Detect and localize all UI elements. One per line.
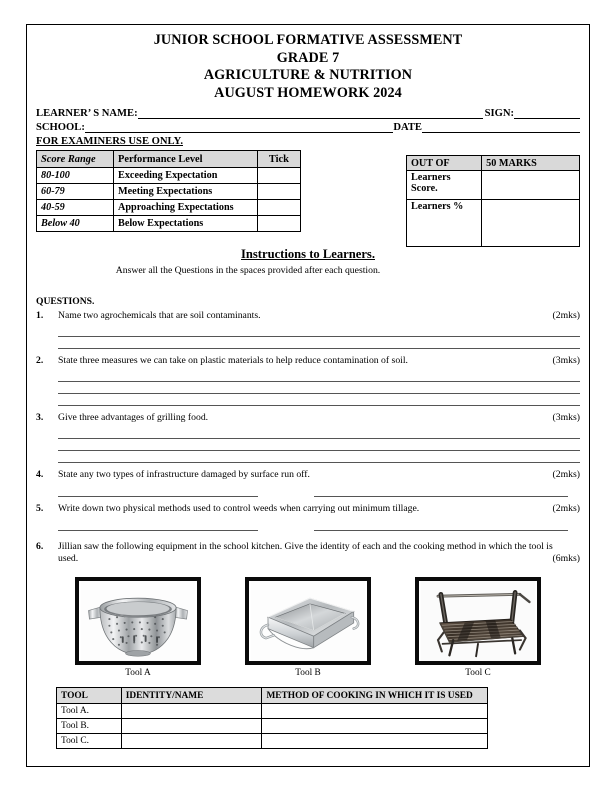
tick-cell[interactable] <box>257 216 300 232</box>
tick-cell[interactable] <box>257 168 300 184</box>
answer-area[interactable] <box>36 370 580 406</box>
charcoal-grill-icon <box>415 577 541 665</box>
performance-level-value: Meeting Expectations <box>114 184 258 200</box>
answer-area[interactable] <box>36 518 580 531</box>
question-marks: (3mks) <box>552 412 580 424</box>
score-range-table <box>36 150 301 232</box>
tool-caption: Tool B <box>295 668 321 679</box>
school-row <box>36 121 580 134</box>
learner-name-label: LEARNER’ S NAME: <box>36 108 138 120</box>
question-2 <box>36 355 580 406</box>
school-input[interactable] <box>85 122 393 133</box>
table-row <box>57 704 488 719</box>
answer-line[interactable] <box>58 382 580 394</box>
method-cell[interactable] <box>262 734 488 749</box>
question-header <box>36 412 580 424</box>
question-text: Jillian saw the following equipment in the school kitchen. Give the identity of each and the cooking method in which the tool is used. <box>58 541 553 565</box>
answer-area[interactable] <box>36 484 580 497</box>
table-header-row <box>407 156 580 171</box>
question-number: 6. <box>36 541 44 553</box>
sign-label: SIGN: <box>484 108 514 120</box>
table-row <box>407 200 580 247</box>
tool-figure-a <box>75 577 201 678</box>
identity-cell[interactable] <box>121 719 262 734</box>
total-marks-header: 50 MARKS <box>482 156 580 171</box>
title-line-2: GRADE 7 <box>276 49 340 66</box>
score-range-header: Score Range <box>37 151 114 168</box>
tool-caption: Tool A <box>125 668 151 679</box>
school-label: SCHOOL: <box>36 122 85 134</box>
question-1 <box>36 310 580 349</box>
score-range-value: 60-79 <box>37 184 114 200</box>
answer-line[interactable] <box>314 518 568 531</box>
table-row <box>37 168 301 184</box>
answer-line[interactable] <box>58 337 580 349</box>
question-4 <box>36 469 580 497</box>
question-number: 2. <box>36 355 44 367</box>
method-column-header: METHOD OF COOKING IN WHICH IT IS USED <box>262 688 488 704</box>
tool-column-header: TOOL <box>57 688 122 704</box>
answer-line[interactable] <box>58 451 580 463</box>
identity-cell[interactable] <box>121 704 262 719</box>
question-marks: (2mks) <box>552 469 580 481</box>
roasting-pan-icon <box>245 577 371 665</box>
out-of-header: OUT OF <box>407 156 482 171</box>
question-5 <box>36 503 580 531</box>
answer-line[interactable] <box>58 427 580 439</box>
tool-label: Tool A. <box>57 704 122 719</box>
tool-label: Tool B. <box>57 719 122 734</box>
performance-level-value: Exceeding Expectation <box>114 168 258 184</box>
answer-area[interactable] <box>36 427 580 463</box>
answer-line-gap <box>258 518 314 531</box>
question-text: Give three advantages of grilling food. <box>58 412 209 424</box>
learner-name-row <box>36 107 580 120</box>
tool-identity-table <box>56 687 488 749</box>
question-marks: (2mks) <box>552 310 580 322</box>
colander-icon <box>75 577 201 665</box>
questions-heading: QUESTIONS. <box>36 296 95 308</box>
question-header <box>36 469 580 481</box>
question-3 <box>36 412 580 463</box>
answer-line[interactable] <box>58 325 580 337</box>
learners-percent-input[interactable] <box>482 200 580 247</box>
table-row <box>57 719 488 734</box>
table-row <box>407 171 580 200</box>
question-number: 1. <box>36 310 44 322</box>
answer-line-gap <box>258 484 314 497</box>
answer-area[interactable] <box>36 325 580 349</box>
performance-level-value: Below Expectations <box>114 216 258 232</box>
question-text: Name two agrochemicals that are soil contaminants. <box>58 310 261 322</box>
table-row <box>37 184 301 200</box>
date-input[interactable] <box>422 122 580 133</box>
tick-cell[interactable] <box>257 200 300 216</box>
answer-line[interactable] <box>58 370 580 382</box>
question-text: State three measures we can take on plastic materials to help reduce contamination of soil. <box>58 355 408 367</box>
tool-figure-c <box>415 577 541 678</box>
page-title <box>36 32 580 102</box>
learner-identity-block <box>36 107 580 134</box>
question-text: Write down two physical methods used to control weeds when carrying out minimum tillage. <box>58 503 420 515</box>
identity-cell[interactable] <box>121 734 262 749</box>
table-header-row <box>57 688 488 704</box>
title-line-4: AUGUST HOMEWORK 2024 <box>214 84 402 101</box>
learner-name-input[interactable] <box>138 108 483 119</box>
question-marks: (3mks) <box>552 355 580 367</box>
identity-column-header: IDENTITY/NAME <box>121 688 262 704</box>
table-row <box>37 200 301 216</box>
method-cell[interactable] <box>262 704 488 719</box>
answer-line[interactable] <box>58 394 580 406</box>
question-marks: (2mks) <box>552 503 580 515</box>
question-header <box>36 503 580 515</box>
question-header <box>36 355 580 367</box>
tick-header: Tick <box>257 151 300 168</box>
table-row <box>57 734 488 749</box>
answer-line[interactable] <box>314 484 568 497</box>
question-number: 5. <box>36 503 44 515</box>
learners-score-input[interactable] <box>482 171 580 200</box>
table-header-row <box>37 151 301 168</box>
learners-score-label: Learners Score. <box>407 171 482 200</box>
performance-level-value: Approaching Expectations <box>114 200 258 216</box>
sign-input[interactable] <box>514 108 580 119</box>
learners-percent-label: Learners % <box>407 200 482 247</box>
tool-caption: Tool C <box>465 668 491 679</box>
question-text: State any two types of infrastructure damaged by surface run off. <box>58 469 310 481</box>
table-row <box>37 216 301 232</box>
performance-level-header: Performance Level <box>114 151 258 168</box>
tool-label: Tool C. <box>57 734 122 749</box>
tool-figure-b <box>245 577 371 678</box>
title-line-3: AGRICULTURE & NUTRITION <box>203 67 413 84</box>
page-content <box>36 32 580 755</box>
answer-line[interactable] <box>58 439 580 451</box>
title-line-1: JUNIOR SCHOOL FORMATIVE ASSESSMENT <box>153 32 463 48</box>
tick-cell[interactable] <box>257 184 300 200</box>
question-header <box>36 541 580 565</box>
date-label: DATE <box>393 122 422 134</box>
score-range-value: 40-59 <box>37 200 114 216</box>
question-header <box>36 310 580 322</box>
answer-line[interactable] <box>58 484 258 497</box>
tool-images-row <box>36 577 580 678</box>
question-number: 4. <box>36 469 44 481</box>
marks-summary-table <box>406 155 580 247</box>
question-6 <box>36 541 580 749</box>
instructions-text: Answer all the Questions in the spaces provided after each question. <box>115 265 381 277</box>
question-number: 3. <box>36 412 44 424</box>
answer-line[interactable] <box>58 518 258 531</box>
score-range-value: Below 40 <box>37 216 114 232</box>
question-marks: (6mks) <box>552 553 580 565</box>
examiners-use-only-note: FOR EXAMINERS USE ONLY. <box>36 136 183 148</box>
assessment-tables-region <box>36 150 580 243</box>
instructions-heading: Instructions to Learners. <box>241 247 375 262</box>
score-range-value: 80-100 <box>37 168 114 184</box>
method-cell[interactable] <box>262 719 488 734</box>
